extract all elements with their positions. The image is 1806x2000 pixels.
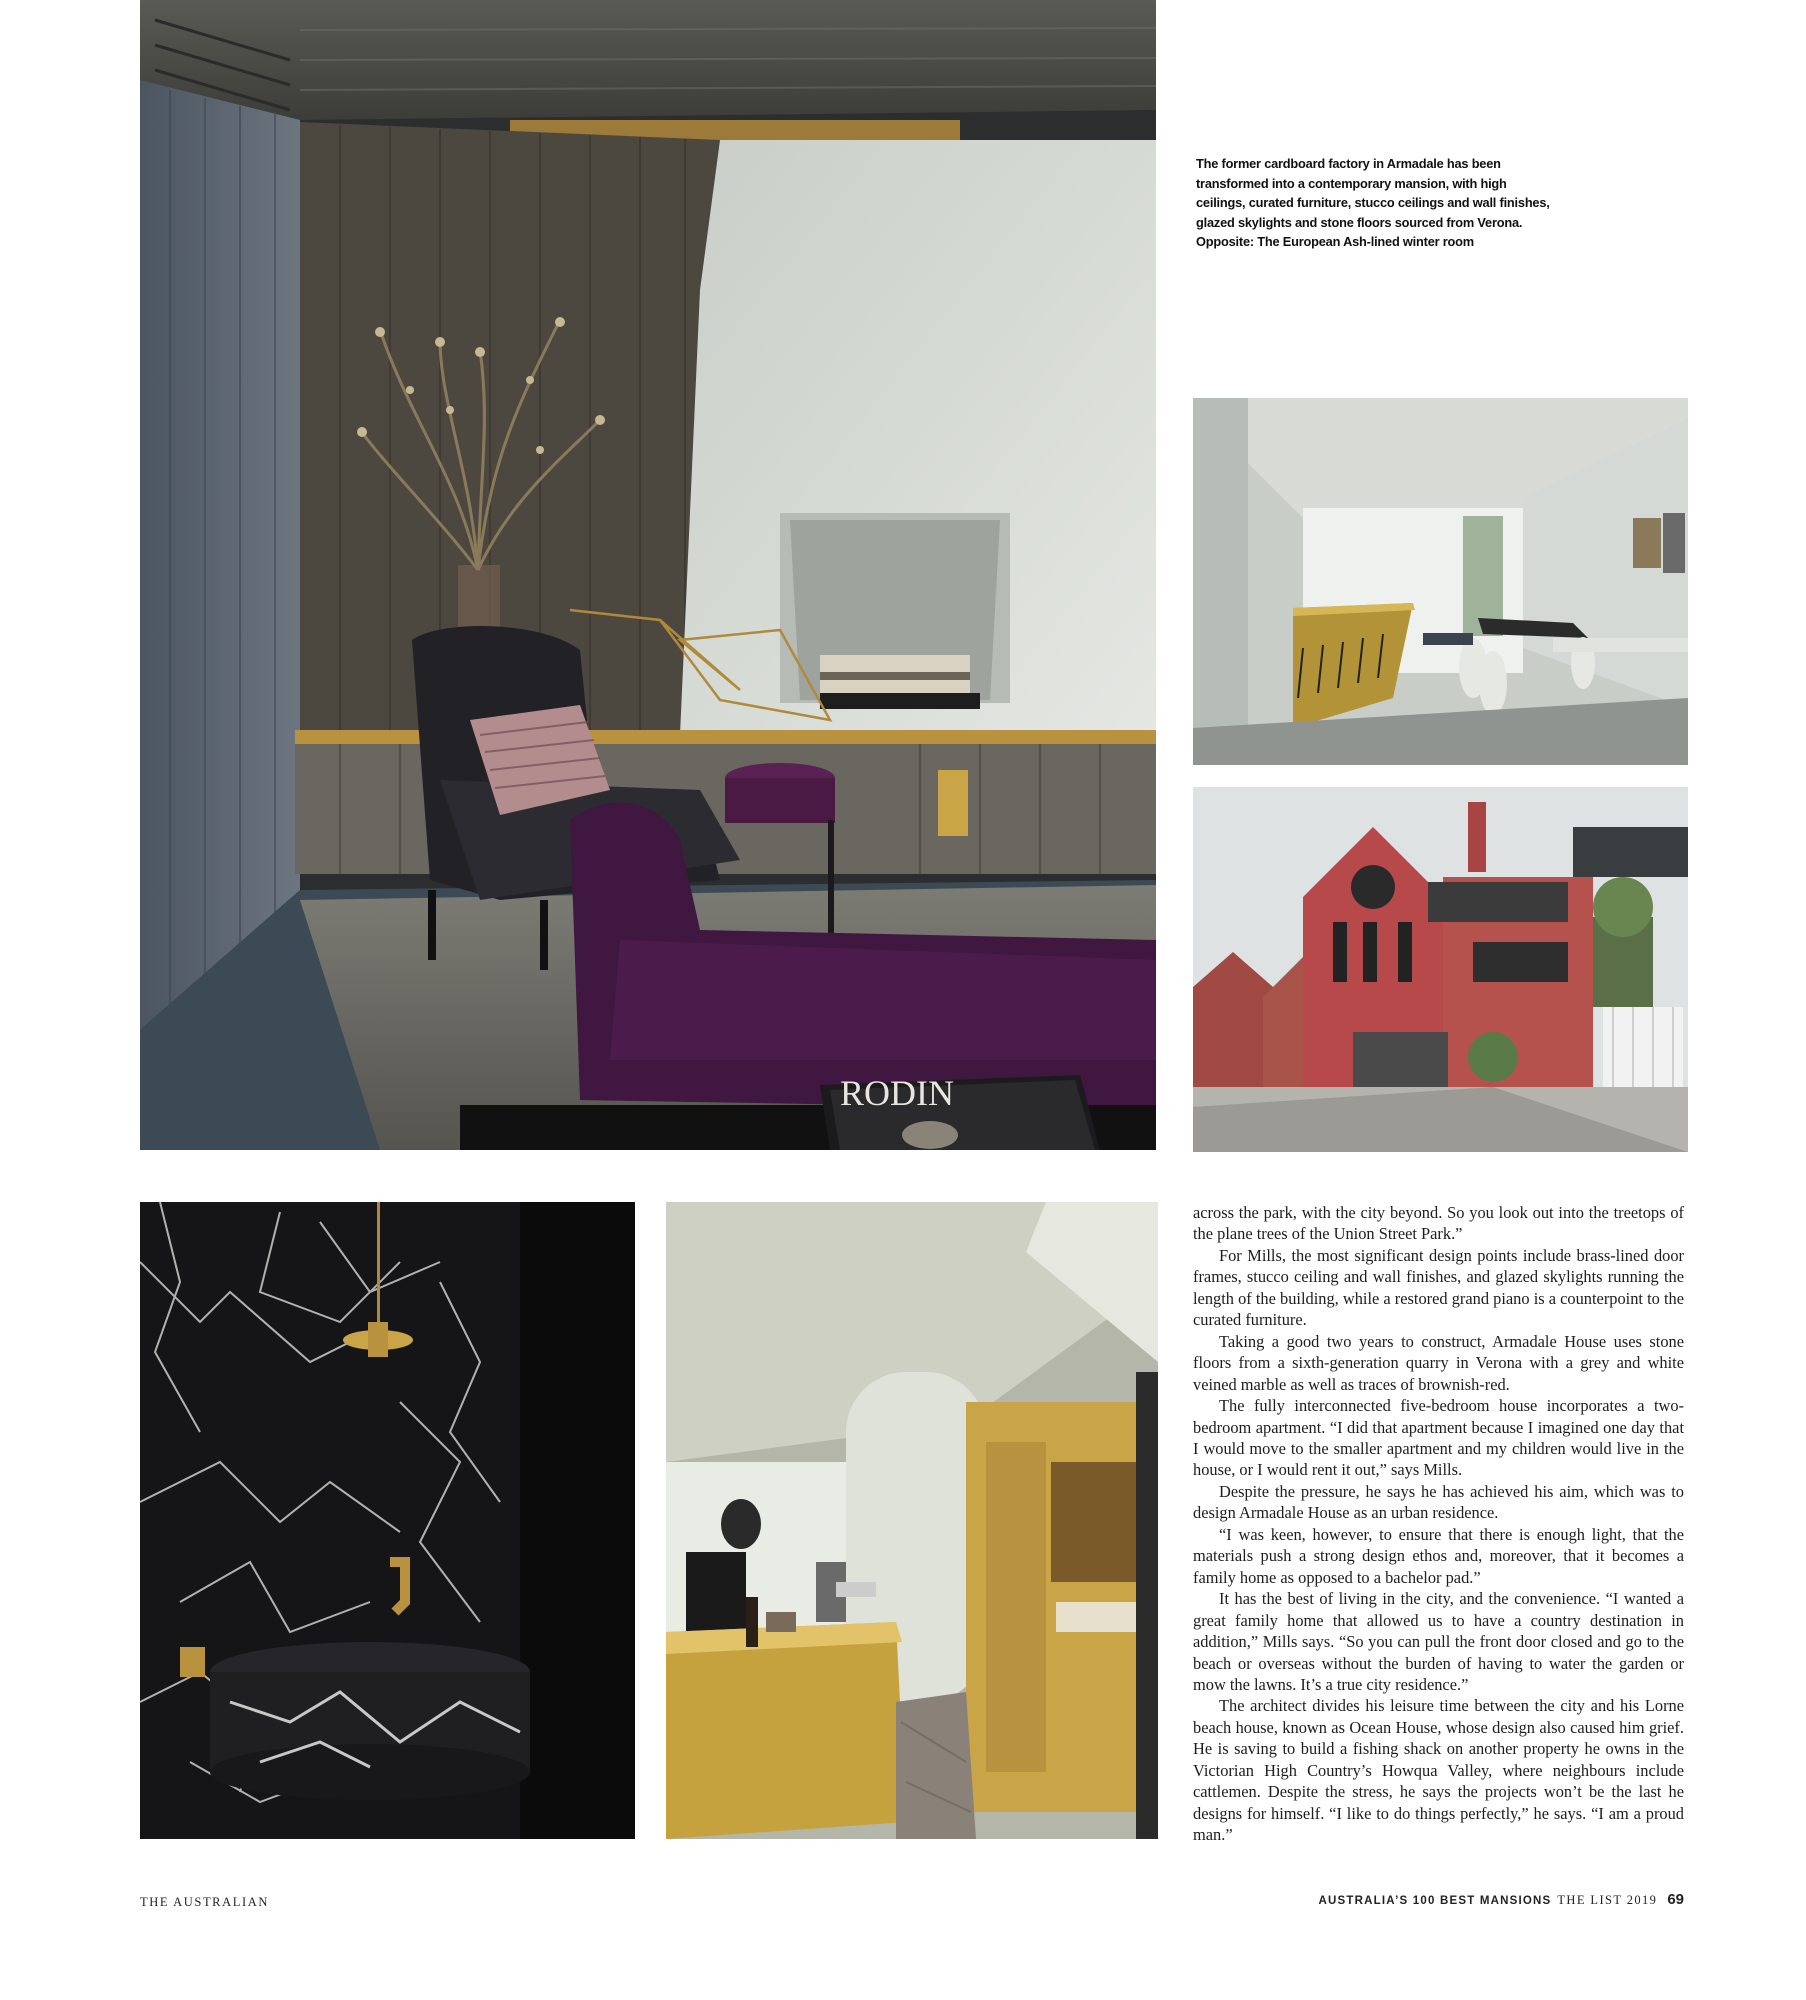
photo-caption: The former cardboard factory in Armadale has been transformed into a contemporary mansion, with high ceilings, curated furniture, stucco ceilings and wall finishes, glazed skylights and stone floors sourced from Verona. Opposite: The European Ash-lined winter room [1196,156,1550,249]
footer-folio [1319,1891,1685,1908]
article-paragraph: The architect divides his leisure time between the city and his Lorne beach house, known as Ocean House, whose design also caused him grief. He is saving to build a fishing shack on another property he owns in the Victorian High Country’s Howqua Valley, where neighbours include cattlemen. Despite the stress, he says the projects won’t be the last he designs for himself. “I like to do things perfectly,” he says. “I am a proud man.” [1193,1696,1684,1845]
article-paragraph: “I was keen, however, to ensure that there is enough light, that the materials push a strong design ethos and, moreover, that it becomes a family home as opposed to a bachelor pad.” [1193,1524,1684,1587]
dining-photo [1193,398,1688,765]
article-paragraph: Despite the pressure, he says he has achieved his aim, which was to design Armadale House as an urban residence. [1193,1481,1684,1523]
article-paragraph: It has the best of living in the city, and the convenience. “I wanted a great family home that allowed us to have a country destination in addition,” Mills says. “So you can pull the front door closed and go to the beach or overseas without the burden of having to water the garden or mow the lawns. It’s a true city residence.” [1193,1589,1684,1694]
footer-masthead: THE AUSTRALIAN [140,1895,269,1909]
footer-publication: AUSTRALIA’S 100 BEST MANSIONS [1318,1895,1552,1907]
article-paragraph: The fully interconnected five-bedroom house incorporates a two-bedroom apartment. “I did that apartment because I imagined one day that I would move to the smaller apartment and my children would live in the house, or I would rent it out,” says Mills. [1193,1396,1684,1480]
book-title: RODIN [840,1073,954,1113]
marble-bathroom-photo [140,1202,635,1839]
brick-exterior-photo [1193,787,1688,1152]
article-body [1193,1202,1684,1846]
winter-room-photo [140,0,1156,1150]
article-paragraph: Taking a good two years to construct, Armadale House uses stone floors from a sixth-generation quarry in Verona with a grey and white veined marble as well as traces of brownish-red. [1193,1331,1684,1394]
page-number: 69 [1667,1891,1684,1908]
article-paragraph: For Mills, the most significant design points include brass-lined door frames, stucco ceiling and wall finishes, and glazed skylights running the length of the building, while a restored grand piano is a counterpoint to the curated furniture. [1193,1245,1684,1330]
article-paragraph: across the park, with the city beyond. So you look out into the treetops of the plane trees of the Union Street Park.” [1193,1203,1684,1244]
footer-issue: THE LIST 2019 [1557,1893,1658,1907]
brass-kitchen-photo [666,1202,1158,1839]
